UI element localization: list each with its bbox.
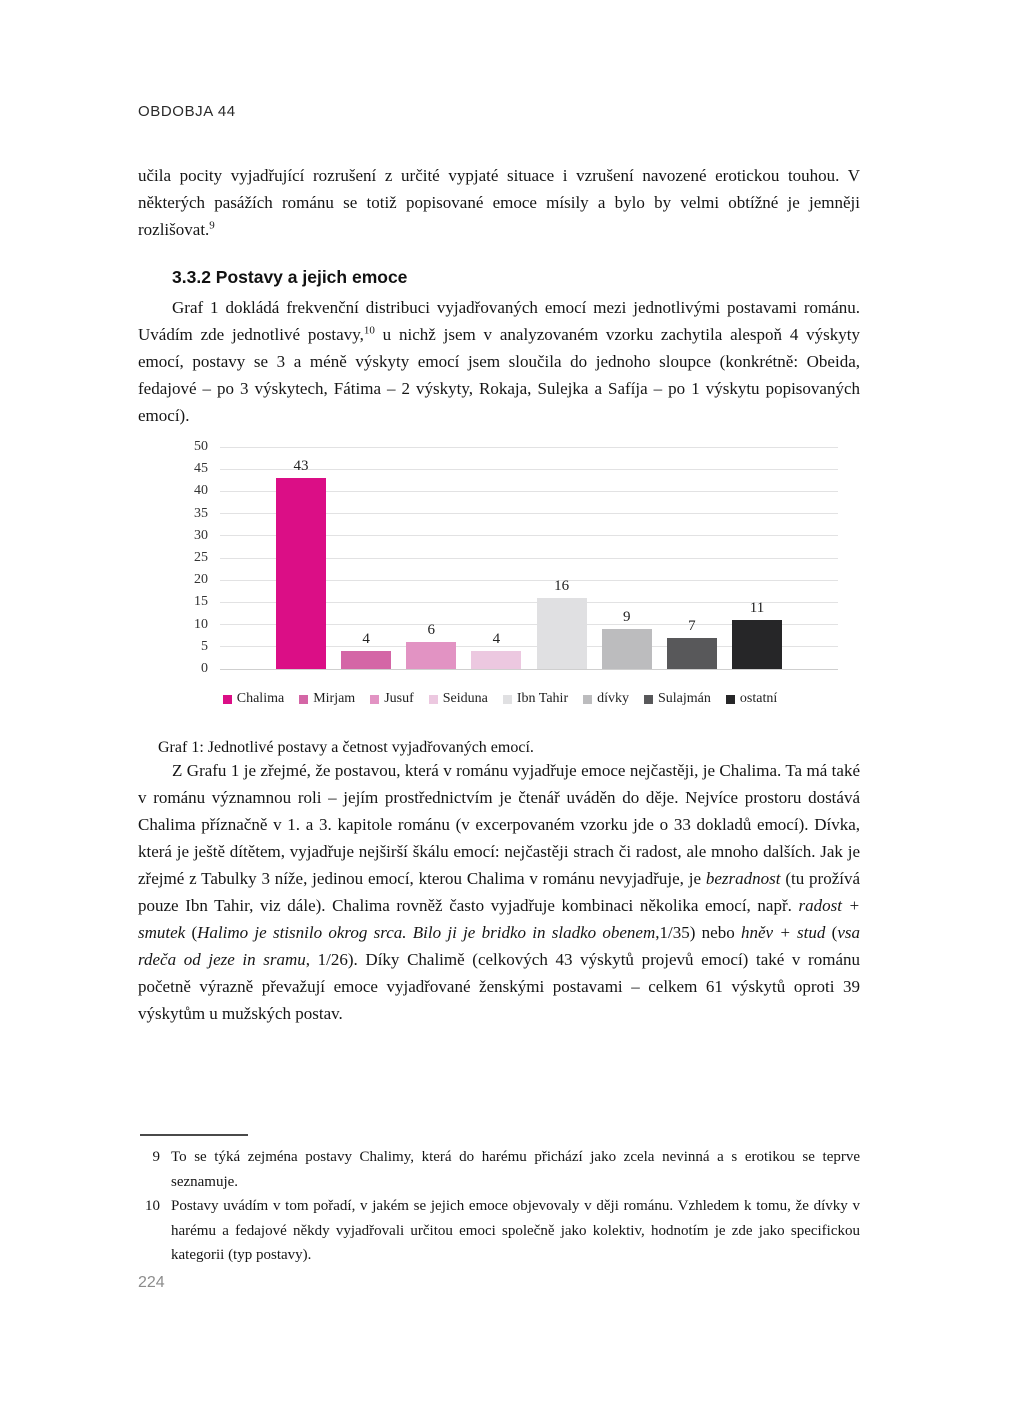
legend-label: Mirjam <box>313 691 356 706</box>
y-tick-label: 50 <box>194 439 208 454</box>
bar-sulajmán <box>667 638 717 669</box>
footnotes-section <box>138 1134 860 1268</box>
y-tick-label: 5 <box>201 638 208 654</box>
y-tick-label: 20 <box>194 572 208 588</box>
legend-swatch-icon <box>644 695 653 704</box>
legend-swatch-icon <box>583 695 592 704</box>
bar-value-label: 9 <box>622 609 631 626</box>
legend-item-jusuf <box>370 691 414 707</box>
y-axis-labels <box>162 439 208 676</box>
legend-item-ostatní <box>726 691 777 707</box>
legend-item-seiduna <box>429 691 488 707</box>
section-heading: 3.3.2 Postavy a jejich emoce <box>172 267 408 287</box>
bar-value-label: 6 <box>427 622 436 639</box>
legend-swatch-icon <box>429 695 438 704</box>
legend-label: Jusuf <box>384 691 414 706</box>
footnote-9 <box>138 1145 860 1194</box>
bar-value-label: 43 <box>293 458 309 475</box>
legend-swatch-icon <box>370 695 379 704</box>
legend-label: Seiduna <box>442 691 488 706</box>
legend-item-mirjam <box>299 691 355 707</box>
bar-ibn-tahir <box>537 598 587 669</box>
bar-slot-ostatní <box>732 447 782 669</box>
bar-slot-mirjam <box>341 447 391 669</box>
main-text-column <box>138 162 860 1027</box>
bar-slot-dívky <box>602 447 652 669</box>
legend-swatch-icon <box>726 695 735 704</box>
y-tick-label: 10 <box>194 616 208 632</box>
bar-value-label: 11 <box>749 600 765 617</box>
bar-jusuf <box>406 642 456 669</box>
footnote-list <box>138 1145 860 1268</box>
chart-legend <box>162 691 838 707</box>
bar-dívky <box>602 629 652 669</box>
bar-value-label: 4 <box>362 631 370 648</box>
footnote-text: Postavy uvádím v tom pořadí, v jakém se jejich emoce objevovaly v ději románu. Vzhledem k tomu, že dívky v harému a fedajové někdy vyjadřovali určitou emoci společně jako kolektiv, hodnotím je zde jako specifickou kategorii (typ postavy). <box>171 1198 860 1263</box>
bar-seiduna <box>471 651 521 669</box>
footnote-text: To se týká zejména postavy Chalimy, která do harému přichází jako zcela nevinná a s erotikou se teprve seznamuje. <box>171 1149 860 1190</box>
paragraph-discussion: Z Grafu 1 je zřejmé, že postavou, která v románu vyjadřuje emoce nejčastěji, je Chalima. Ta má také v románu významnou roli – jejím prostřednictvím je čtenář uváděn do děje. Nejvíce prostoru dostává Chalima příznačně v 1. a 3. kapitole románu (v excerpovaném vzorku jde o 33 dokladů emocí). Dívka, která je ještě dítětem, vyjadřuje nejširší škálu emocí: nejčastěji strach či radost, ale mnoho dalších. Jak je zřejmé z Tabulky 3 níže, jedinou emocí, kterou Chalima v románu nevyjadřuje, je bezradnost (tu prožívá pouze Ibn Tahir, viz dále). Chalima rovněž často vyjadřuje kombinaci několika emocí, např. radost + smutek (Halimo je stisnilo okrog srca. Bilo ji je bridko in sladko obenem,1/35) nebo hněv + stud (vsa rdeča od jeze in sramu, 1/26). Díky Chalimě (celkových 43 výskytů projevů emocí) také v románu početně výrazně převažují emoce vyjadřované ženskými postavami – celkem 61 výskytů oproti 39 výskytům u mužských postav. <box>138 761 861 1023</box>
legend-item-dívky <box>583 691 629 707</box>
chart-caption: Graf 1: Jednotlivé postavy a četnost vyjadřovaných emocí. <box>158 739 534 756</box>
bar-chart <box>162 441 838 713</box>
y-tick-label: 35 <box>194 505 208 521</box>
y-tick-label: 25 <box>194 550 208 565</box>
bar-ostatní <box>732 620 782 669</box>
legend-label: Ibn Tahir <box>516 691 569 706</box>
legend-swatch-icon <box>503 695 512 704</box>
legend-label: Sulajmán <box>658 691 711 706</box>
page-number: 224 <box>138 1274 165 1291</box>
y-tick-label: 15 <box>194 594 208 610</box>
y-tick-label: 30 <box>194 527 208 543</box>
legend-swatch-icon <box>299 695 308 704</box>
bar-mirjam <box>341 651 391 669</box>
legend-label: dívky <box>597 691 629 706</box>
paragraph-chart-intro: Graf 1 dokládá frekvenční distribuci vyjadřovaných emocí mezi jednotlivými postavami románu. Uvádím zde jednotlivé postavy,$^{10}$ u nichž jsem v analyzovaném vzorku zachytila alespoň 4 výskyty emocí, postavy se 3 a méně výskyty emocí jsem sloučila do jednoho sloupce (konkrétně: Obeida, fedajové – po 3 výskytech, Fátima – 2 výskyty, Rokaja, Sulejka a Safíja – po 1 výskytu popisovaných emocí). <box>138 298 860 425</box>
legend-swatch-icon <box>223 695 232 704</box>
footnote-number: 10 <box>145 1198 160 1214</box>
legend-label: ostatní <box>739 691 778 706</box>
bar-slot-seiduna <box>471 447 521 669</box>
paragraph-intro: učila pocity vyjadřující rozrušení z určité vypjaté situace i vzrušení navozené erotickou touhou. V některých pasážích románu se totiž popisované emoce mísily a bylo by velmi obtížné je jemněji rozlišovat.$^9$ <box>138 166 860 239</box>
bar-value-label: 7 <box>688 617 696 634</box>
footnote-number: 9 <box>152 1149 160 1165</box>
y-tick-label: 45 <box>194 461 208 477</box>
bar-slot-sulajmán <box>667 447 717 669</box>
footnote-separator <box>140 1134 248 1136</box>
y-tick-label: 0 <box>201 661 208 676</box>
chart-plot-area <box>220 447 838 669</box>
bar-value-label: 16 <box>554 577 570 594</box>
legend-item-sulajmán <box>644 691 711 707</box>
legend-item-ibn-tahir <box>503 691 568 707</box>
chart-bars <box>220 447 838 669</box>
bar-slot-ibn-tahir <box>537 447 587 669</box>
running-head: OBDOBJA 44 <box>138 103 236 120</box>
legend-label: Chalima <box>236 691 285 706</box>
legend-item-chalima <box>223 691 284 707</box>
bar-slot-jusuf <box>406 447 456 669</box>
bar-value-label: 4 <box>492 631 501 648</box>
footnote-10 <box>138 1194 860 1268</box>
bar-chalima <box>276 478 326 669</box>
bar-slot-chalima <box>276 447 326 669</box>
bar-chart-figure <box>138 441 860 757</box>
y-tick-label: 40 <box>194 483 208 499</box>
